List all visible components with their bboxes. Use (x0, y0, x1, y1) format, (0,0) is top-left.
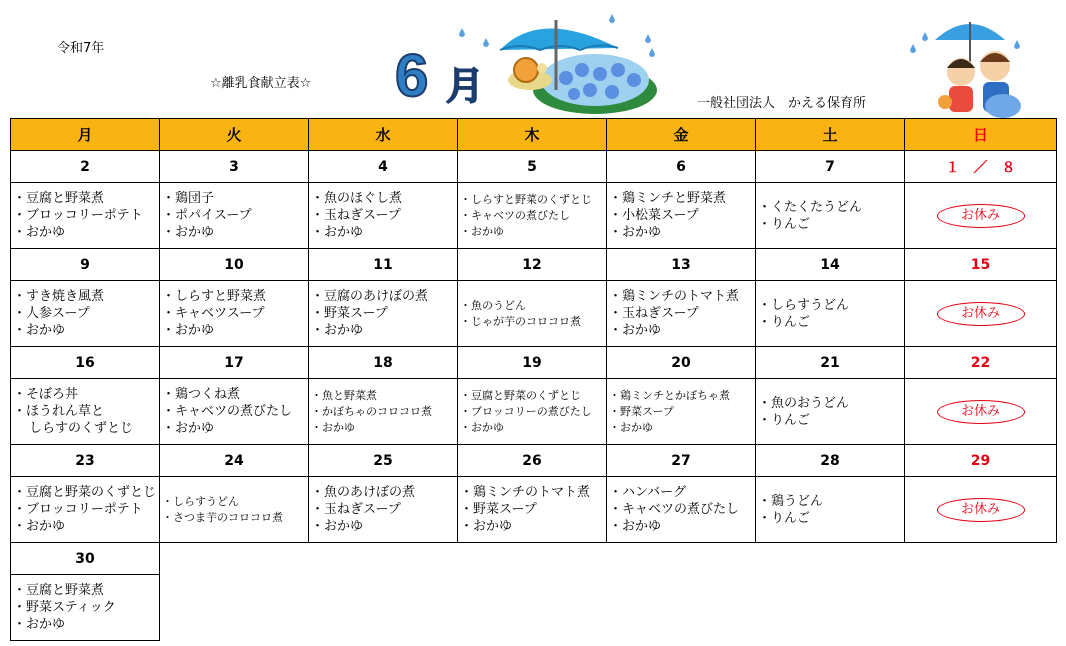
menu-item: ・おかゆ (460, 224, 504, 238)
menu-item: ・鶏ミンチのトマト煮 (460, 485, 591, 500)
menu-item: ・おかゆ (460, 420, 504, 434)
date-row (11, 249, 1057, 281)
weekday-tue: 火 (160, 119, 309, 151)
menu-item: ・豆腐と野菜煮 (13, 191, 105, 206)
menu-cell (309, 183, 458, 249)
menu-cell (458, 183, 607, 249)
date-cell: 28 (756, 445, 905, 477)
menu-item: ・おかゆ (311, 225, 364, 240)
menu-cell (309, 379, 458, 445)
holiday-cell (905, 281, 1057, 347)
menu-cell (11, 379, 160, 445)
menu-item: ・野菜スープ (609, 404, 674, 418)
menu-item: ・おかゆ (311, 519, 364, 534)
holiday-badge: お休み (937, 498, 1025, 522)
menu-item: ・おかゆ (311, 420, 355, 434)
menu-item: ・しらすうどん (758, 297, 850, 313)
menu-item: ・おかゆ (13, 519, 66, 534)
children-umbrella-illustration (905, 10, 1025, 120)
menu-item: ・おかゆ (609, 225, 662, 240)
umbrella-snail-illustration (390, 8, 670, 118)
menu-cell (160, 281, 309, 347)
menu-item: ・そぼろ丼 (13, 387, 79, 402)
menu-cell (160, 477, 309, 543)
menu-row (11, 575, 1057, 641)
date-cell: 13 (607, 249, 756, 281)
menu-item: ・おかゆ (609, 323, 662, 338)
menu-cell (11, 281, 160, 347)
date-cell: 10 (160, 249, 309, 281)
menu-item: ・りんご (758, 412, 811, 428)
menu-row (11, 477, 1057, 543)
menu-item: ・豆腐と野菜煮 (13, 583, 105, 598)
menu-item: ・おかゆ (162, 323, 215, 338)
empty-cell (607, 543, 756, 575)
menu-item: ・鶏ミンチのトマト煮 (609, 289, 740, 304)
date-cell: 3 (160, 151, 309, 183)
menu-item: ・おかゆ (460, 519, 513, 534)
menu-item: ・ブロッコリーポテト (13, 208, 143, 223)
holiday-badge: お休み (937, 204, 1025, 228)
menu-item: ・野菜スープ (460, 502, 537, 517)
date-cell: 11 (309, 249, 458, 281)
date-cell: 15 (905, 249, 1057, 281)
menu-item: ・玉ねぎスープ (609, 306, 699, 321)
holiday-badge: お休み (937, 400, 1025, 424)
menu-item: ・くたくたうどん (758, 199, 863, 215)
menu-cell (607, 183, 756, 249)
weekday-mon: 月 (11, 119, 160, 151)
date-cell: 6 (607, 151, 756, 183)
date-row (11, 445, 1057, 477)
organization-name: 一般社団法人 かえる保育所 (697, 96, 867, 111)
menu-item: ・豆腐のあけぼの煮 (311, 289, 429, 304)
date-cell: 18 (309, 347, 458, 379)
date-cell: 2 (11, 151, 160, 183)
menu-item: ・りんご (758, 510, 811, 526)
empty-cell (458, 575, 607, 641)
menu-row (11, 379, 1057, 445)
weekday-header-row (11, 119, 1057, 151)
menu-item: ・おかゆ (13, 617, 66, 632)
date-cell: 20 (607, 347, 756, 379)
menu-item: ・鶏ミンチとかぼちゃ煮 (609, 388, 730, 402)
menu-item: ・おかゆ (609, 519, 662, 534)
menu-item: ・人参スープ (13, 306, 90, 321)
menu-item: ・りんご (758, 216, 811, 232)
date-cell: 29 (905, 445, 1057, 477)
menu-cell (458, 281, 607, 347)
menu-item: ・キャベツの煮びたし (460, 208, 570, 222)
menu-row (11, 281, 1057, 347)
date-row (11, 151, 1057, 183)
menu-item: ・ポパイスープ (162, 208, 252, 223)
menu-cell (756, 477, 905, 543)
menu-item: ・鶏ミンチと野菜煮 (609, 191, 727, 206)
menu-item: ・ほうれん草と (13, 404, 105, 419)
weekday-wed: 水 (309, 119, 458, 151)
menu-item: ・鶏団子 (162, 191, 215, 206)
holiday-cell (905, 477, 1057, 543)
menu-item: ・豆腐と野菜のくずとじ (13, 485, 157, 500)
empty-cell (756, 543, 905, 575)
menu-item: ・豆腐と野菜のくずとじ (460, 388, 581, 402)
date-row (11, 347, 1057, 379)
menu-item: ・おかゆ (13, 323, 66, 338)
menu-item: ・キャベツの煮びたし (609, 502, 740, 517)
menu-cell (756, 183, 905, 249)
weekday-fri: 金 (607, 119, 756, 151)
date-cell: 25 (309, 445, 458, 477)
menu-item: ・玉ねぎスープ (311, 208, 401, 223)
menu-cell (11, 183, 160, 249)
menu-item: ・おかゆ (162, 421, 215, 436)
holiday-cell (905, 183, 1057, 249)
menu-item: ・魚のうどん (460, 298, 526, 312)
date-cell: 12 (458, 249, 607, 281)
empty-cell (458, 543, 607, 575)
menu-cell (607, 477, 756, 543)
date-cell: 30 (11, 543, 160, 575)
menu-item: ・ブロッコリーポテト (13, 502, 143, 517)
menu-item: ・かぼちゃのコロコロ煮 (311, 404, 432, 418)
date-cell: 4 (309, 151, 458, 183)
date-cell: 19 (458, 347, 607, 379)
menu-cell (607, 281, 756, 347)
date-cell: 26 (458, 445, 607, 477)
menu-item: ・玉ねぎスープ (311, 502, 401, 517)
menu-item: ・キャベツの煮びたし (162, 404, 293, 419)
menu-cell (160, 379, 309, 445)
empty-cell (607, 575, 756, 641)
menu-cell (756, 379, 905, 445)
menu-item: ・おかゆ (609, 420, 653, 434)
menu-row (11, 183, 1057, 249)
date-cell: 27 (607, 445, 756, 477)
menu-item: ・しらすと野菜のくずとじ (460, 192, 592, 206)
date-cell: 5 (458, 151, 607, 183)
menu-cell (607, 379, 756, 445)
date-cell: 9 (11, 249, 160, 281)
menu-cell (309, 281, 458, 347)
menu-item: ・ブロッコリーの煮びたし (460, 404, 592, 418)
menu-item: ・しらすと野菜煮 (162, 289, 267, 304)
menu-item: ・魚と野菜煮 (311, 388, 377, 402)
weekday-thu: 木 (458, 119, 607, 151)
date-cell: 14 (756, 249, 905, 281)
menu-item: ・魚のあけぼの煮 (311, 485, 416, 500)
menu-item: ・ハンバーグ (609, 485, 687, 500)
menu-item: ・じゃが芋のコロコロ煮 (460, 314, 581, 328)
empty-cell (905, 575, 1057, 641)
menu-cell (11, 575, 160, 641)
date-cell: 7 (756, 151, 905, 183)
month-number: 6 (395, 42, 427, 109)
menu-cell (309, 477, 458, 543)
empty-cell (309, 575, 458, 641)
date-cell: １ ／ ８ (905, 151, 1057, 183)
empty-cell (160, 575, 309, 641)
menu-item: ・おかゆ (13, 225, 66, 240)
menu-item: ・小松菜スープ (609, 208, 699, 223)
weekday-sat: 土 (756, 119, 905, 151)
empty-cell (160, 543, 309, 575)
date-row (11, 543, 1057, 575)
menu-cell (458, 379, 607, 445)
date-cell: 22 (905, 347, 1057, 379)
menu-subtitle: ☆離乳食献立表☆ (210, 76, 312, 91)
weekday-sun: 日 (905, 119, 1057, 151)
date-cell: 21 (756, 347, 905, 379)
menu-item: しらすのくずとじ (29, 421, 134, 436)
menu-cell (458, 477, 607, 543)
menu-item: ・魚のおうどん (758, 395, 850, 411)
menu-cell (11, 477, 160, 543)
menu-cell (756, 281, 905, 347)
menu-item: ・しらすうどん (162, 494, 239, 508)
menu-item: ・野菜スープ (311, 306, 388, 321)
menu-item: ・さつま芋のコロコロ煮 (162, 510, 283, 524)
menu-item: ・りんご (758, 314, 811, 330)
month-suffix: 月 (446, 64, 485, 108)
empty-cell (756, 575, 905, 641)
holiday-cell (905, 379, 1057, 445)
menu-item: ・野菜スティック (13, 600, 116, 615)
menu-item: ・鶏つくね煮 (162, 387, 241, 402)
era-year: 令和7年 (57, 41, 105, 56)
menu-item: ・おかゆ (162, 225, 215, 240)
menu-item: ・魚のほぐし煮 (311, 191, 403, 206)
empty-cell (309, 543, 458, 575)
holiday-badge: お休み (937, 302, 1025, 326)
menu-calendar (10, 118, 1057, 641)
date-cell: 23 (11, 445, 160, 477)
date-cell: 16 (11, 347, 160, 379)
date-cell: 17 (160, 347, 309, 379)
menu-item: ・キャベツスープ (162, 306, 265, 321)
date-cell: 24 (160, 445, 309, 477)
menu-cell (160, 183, 309, 249)
menu-item: ・おかゆ (311, 323, 364, 338)
menu-item: ・すき焼き風煮 (13, 289, 105, 304)
menu-item: ・鶏うどん (758, 493, 824, 509)
empty-cell (905, 543, 1057, 575)
